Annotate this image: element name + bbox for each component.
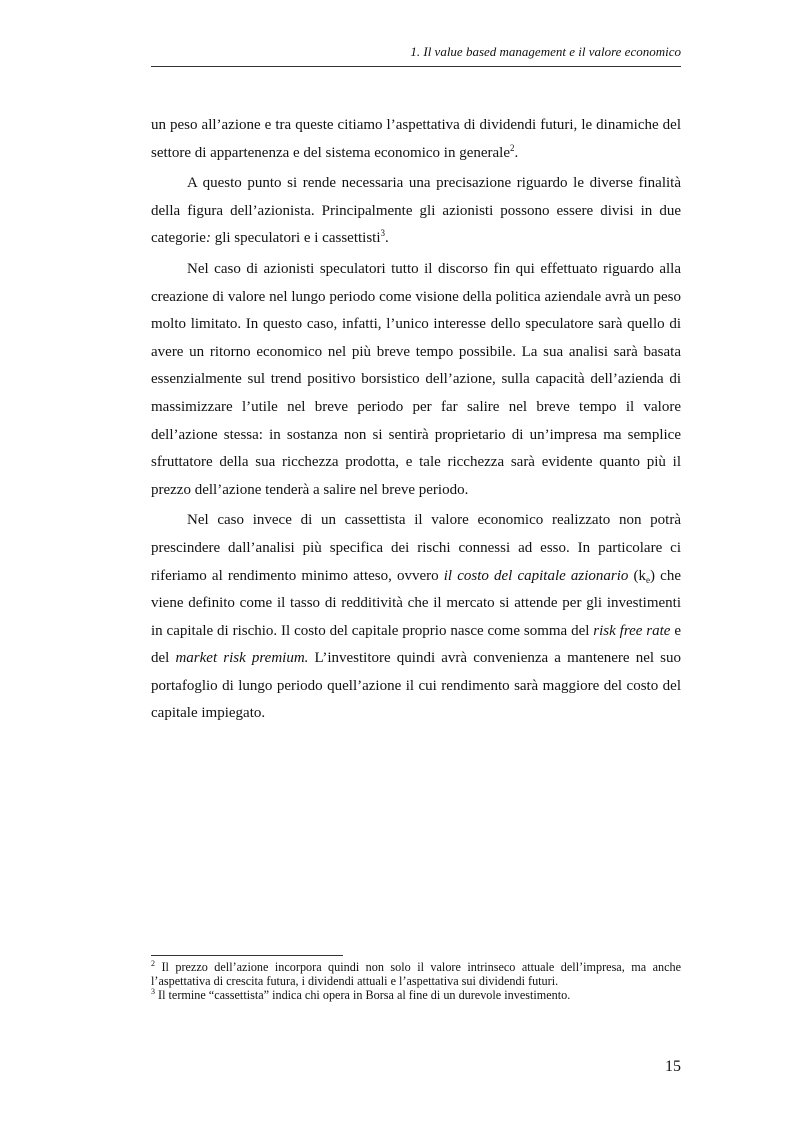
paragraph-1 [151,112,681,167]
page-number: 15 [665,1058,681,1075]
footnote-ref-2[interactable]: 2 [510,142,515,153]
footnote-separator [151,955,343,956]
paragraph-1-end: . [514,144,519,161]
paragraph-4-text-e: L’investitore quindi avrà convenienza a mantenere nel suo portafoglio di lungo periodo quell’azione il cui rendimento sarà maggiore del costo del capitale impiegato. [151,650,681,722]
footnote-2-text: Il prezzo dell’azione incorpora quindi non solo il valore intrinseco attuale dell’impresa, ma anche l’aspettativa di crescita futura, i dividendi attuali e l’aspettativa sui dividendi futuri. [151,960,681,988]
term-risk-free-rate: risk free rate [593,622,671,639]
paragraph-4-text-d: e del [151,622,681,667]
page-body [151,112,681,728]
paragraph-1-text: un peso all’azione e tra queste citiamo l’aspettativa di dividendi futuri, le dinamiche del settore di appartenenza e del sistema economico in generale [151,117,681,161]
paragraph-2 [151,170,681,253]
paragraph-2-colon: : [205,230,211,247]
term-costo-capitale-azionario: il costo del capitale azionario [443,567,629,584]
running-header [151,44,681,67]
paragraph-2-text: A questo punto si rende necessaria una precisazione riguardo le diverse finalità della figura dell’azionista. Principalmente gli azionisti possono essere divisi in due categorie [151,175,681,247]
ke-subscript: e [646,574,651,585]
footnote-2-number: 2 [151,959,155,968]
paragraph-4-text-a: Nel caso invece di un cassettista il valore economico realizzato non potrà prescindere dall’analisi più specifica dei rischi connessi ad esso. In particolare ci riferiamo al rendimento minimo atteso, ovvero [151,512,681,584]
footnote-ref-3[interactable]: 3 [380,228,386,239]
paragraph-4 [151,507,681,728]
footnote-2 [151,960,681,988]
paragraph-4-text-b: (k [628,567,647,584]
running-header-title: 1. Il value based management e il valore economico [410,44,681,59]
paragraph-4-text-c: ) che viene definito come il tasso di redditività che il mercato si attende per gli investimenti in capitale di rischio. Il costo del capitale proprio nasce come somma del [151,567,681,639]
term-market-risk-premium: market risk premium. [175,650,309,667]
paragraph-2-end: . [385,230,389,247]
footnote-3 [151,988,681,1002]
paragraph-3-text: Nel caso di azionisti speculatori tutto il discorso fin qui effettuato riguardo alla creazione di valore nel lungo periodo come visione della politica aziendale avrà un peso molto limitato. In questo caso, infatti, l’unico interesse dello speculatore sarà quello di avere un ritorno economico nel più breve tempo possibile. La sua analisi sarà basata essenzialmente sul trend positivo borsistico dell’azione, sulla capacità dell’azienda di massimizzare l’utile nel breve periodo per far salire nel breve tempo il valore dell’azione stessa: in sostanza non si sentirà proprietario di un’impresa ma semplice sfruttatore della sua ricchezza prodotta, e tale ricchezza sarà evidente quanto più il prezzo dell’azione tenderà a salire nel breve periodo. [151,260,681,498]
footnote-3-number: 3 [151,987,155,996]
paragraph-3 [151,256,681,504]
paragraph-2-text-b: gli speculatori e i cassettisti [210,230,381,247]
footnotes [151,960,681,1002]
footnote-3-text: Il termine “cassettista” indica chi opera in Borsa al fine di un durevole investimento. [155,988,571,1002]
